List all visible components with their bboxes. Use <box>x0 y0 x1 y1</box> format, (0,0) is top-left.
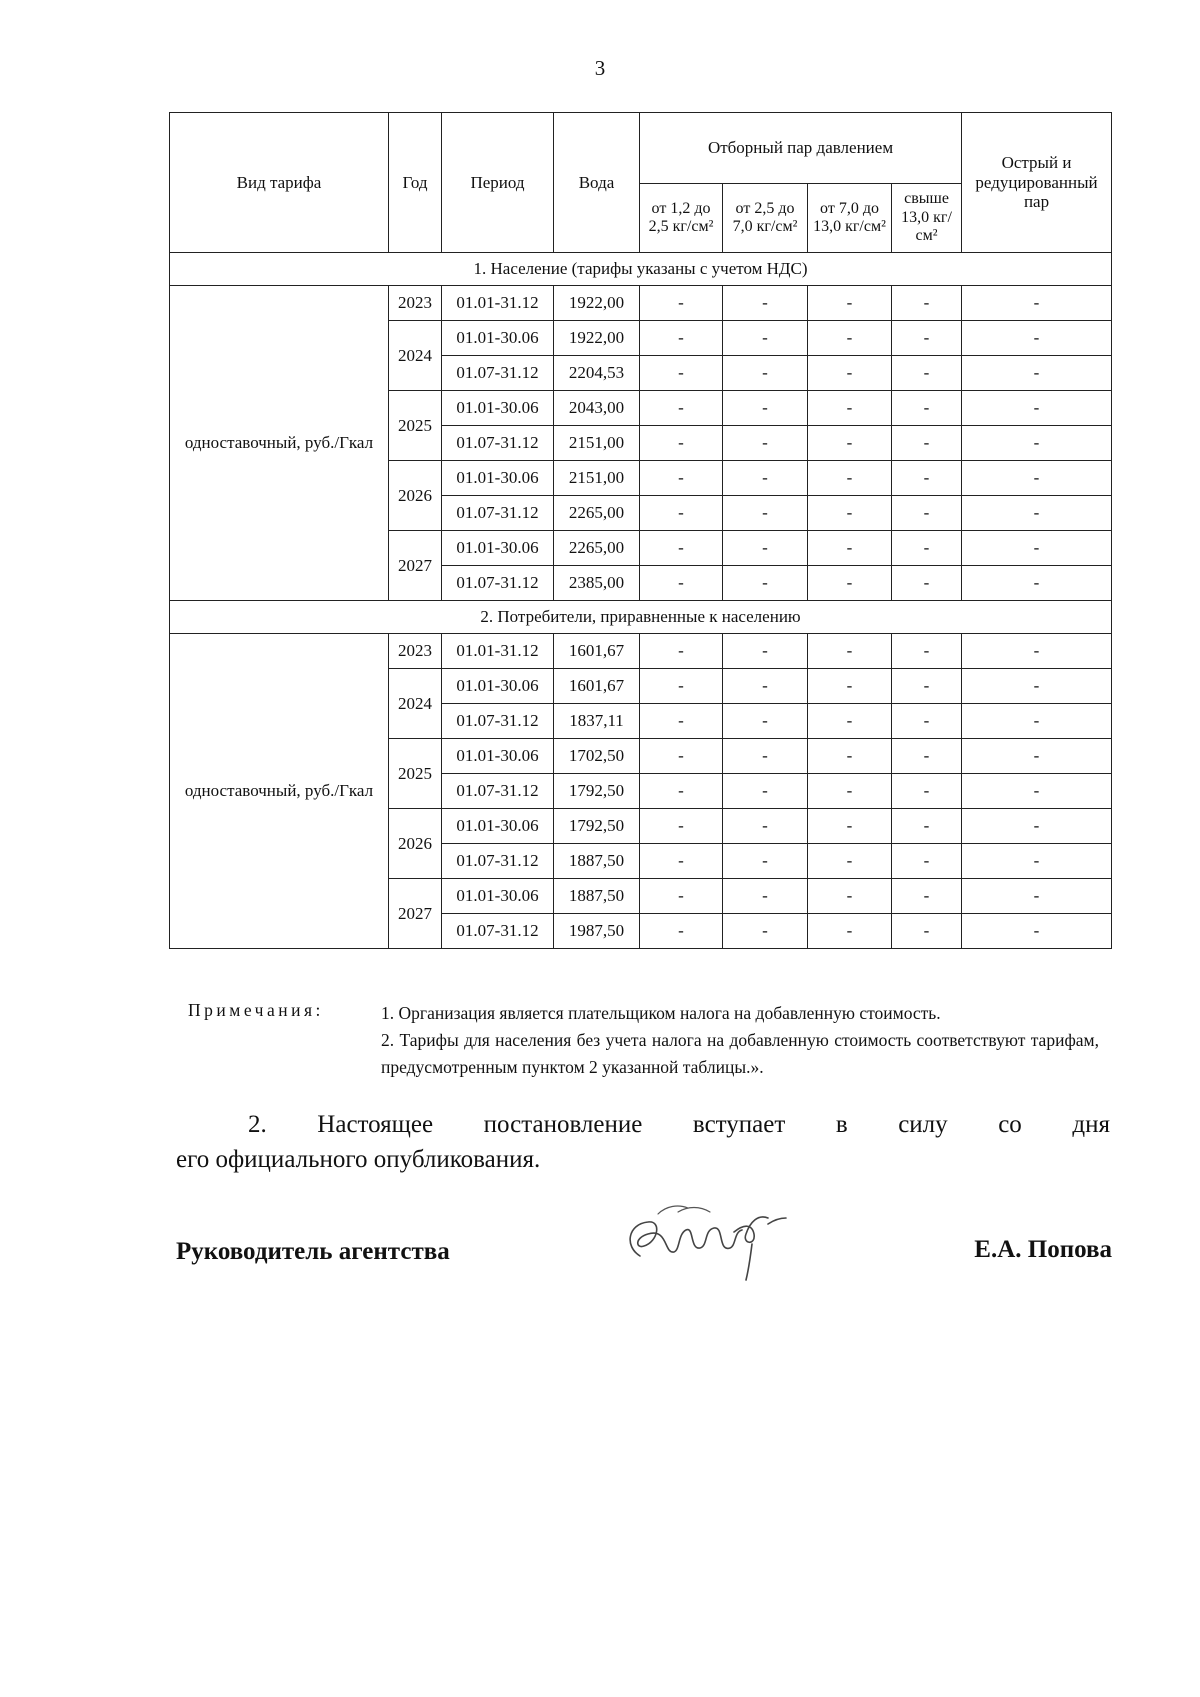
year-cell: 2023 <box>389 286 442 321</box>
steam-cell: - <box>808 879 892 914</box>
year-cell: 2025 <box>389 391 442 461</box>
period-cell: 01.07-31.12 <box>442 844 554 879</box>
table-row <box>170 634 1112 669</box>
sharp-steam-cell: - <box>962 844 1112 879</box>
steam-cell: - <box>640 669 723 704</box>
water-cell: 1601,67 <box>554 669 640 704</box>
sharp-steam-cell: - <box>962 531 1112 566</box>
steam-cell: - <box>640 914 723 949</box>
steam-cell: - <box>808 844 892 879</box>
period-cell: 01.01-31.12 <box>442 286 554 321</box>
sharp-steam-cell: - <box>962 739 1112 774</box>
steam-cell: - <box>892 634 962 669</box>
sharp-steam-cell: - <box>962 634 1112 669</box>
water-cell: 1987,50 <box>554 914 640 949</box>
steam-cell: - <box>640 704 723 739</box>
section-title: 2. Потребители, приравненные к населению <box>170 601 1112 634</box>
steam-cell: - <box>723 739 808 774</box>
water-cell: 1922,00 <box>554 321 640 356</box>
sharp-steam-cell: - <box>962 496 1112 531</box>
steam-cell: - <box>640 879 723 914</box>
steam-cell: - <box>640 809 723 844</box>
clause-word: в <box>835 1111 848 1138</box>
period-cell: 01.07-31.12 <box>442 704 554 739</box>
year-cell: 2025 <box>389 739 442 809</box>
steam-cell: - <box>808 286 892 321</box>
clause-word: 2. <box>248 1111 267 1138</box>
steam-cell: - <box>892 531 962 566</box>
steam-cell: - <box>808 704 892 739</box>
steam-cell: - <box>723 844 808 879</box>
sharp-steam-cell: - <box>962 391 1112 426</box>
steam-cell: - <box>808 426 892 461</box>
note-item: 1. Организация является плательщиком налога на добавленную стоимость. <box>381 1003 941 1023</box>
sharp-steam-cell: - <box>962 704 1112 739</box>
steam-cell: - <box>723 634 808 669</box>
year-cell: 2024 <box>389 321 442 391</box>
water-cell: 2265,00 <box>554 496 640 531</box>
signature <box>618 1194 798 1284</box>
steam-cell: - <box>808 669 892 704</box>
steam-cell: - <box>640 356 723 391</box>
steam-cell: - <box>640 531 723 566</box>
header-steam-col: свыше 13,0 кг/см² <box>892 184 962 253</box>
steam-cell: - <box>892 391 962 426</box>
steam-cell: - <box>723 669 808 704</box>
steam-cell: - <box>723 286 808 321</box>
steam-cell: - <box>723 774 808 809</box>
steam-cell: - <box>640 739 723 774</box>
steam-cell: - <box>640 634 723 669</box>
steam-cell: - <box>892 844 962 879</box>
water-cell: 2265,00 <box>554 531 640 566</box>
steam-cell: - <box>892 809 962 844</box>
page-number: 3 <box>594 56 606 80</box>
steam-cell: - <box>892 496 962 531</box>
steam-cell: - <box>723 914 808 949</box>
sharp-steam-cell: - <box>962 774 1112 809</box>
sharp-steam-cell: - <box>962 809 1112 844</box>
clause-word: дня <box>1072 1111 1110 1138</box>
water-cell: 2204,53 <box>554 356 640 391</box>
header-water: Вода <box>554 113 640 253</box>
steam-cell: - <box>892 566 962 601</box>
sharp-steam-cell: - <box>962 879 1112 914</box>
steam-cell: - <box>808 914 892 949</box>
period-cell: 01.01-30.06 <box>442 809 554 844</box>
steam-cell: - <box>892 704 962 739</box>
steam-cell: - <box>640 391 723 426</box>
clause-word: вступает <box>692 1111 786 1138</box>
steam-cell: - <box>892 426 962 461</box>
steam-cell: - <box>892 321 962 356</box>
sharp-steam-cell: - <box>962 356 1112 391</box>
sharp-steam-cell: - <box>962 426 1112 461</box>
steam-cell: - <box>723 531 808 566</box>
period-cell: 01.07-31.12 <box>442 426 554 461</box>
header-sharp-steam: Острый и редуцированный пар <box>962 113 1112 253</box>
water-cell: 1792,50 <box>554 809 640 844</box>
steam-cell: - <box>723 461 808 496</box>
steam-cell: - <box>640 461 723 496</box>
year-cell: 2023 <box>389 634 442 669</box>
sharp-steam-cell: - <box>962 461 1112 496</box>
steam-cell: - <box>808 321 892 356</box>
steam-cell: - <box>808 531 892 566</box>
steam-cell: - <box>723 704 808 739</box>
water-cell: 1601,67 <box>554 634 640 669</box>
section-title: 1. Население (тарифы указаны с учетом НДС) <box>170 253 1112 286</box>
steam-cell: - <box>892 286 962 321</box>
period-cell: 01.01-30.06 <box>442 391 554 426</box>
header-tariff-type: Вид тарифа <box>170 113 389 253</box>
sharp-steam-cell: - <box>962 566 1112 601</box>
steam-cell: - <box>723 356 808 391</box>
signer-title: Руководитель агентства <box>176 1238 450 1265</box>
sharp-steam-cell: - <box>962 321 1112 356</box>
sharp-steam-cell: - <box>962 914 1112 949</box>
steam-cell: - <box>640 426 723 461</box>
year-cell: 2024 <box>389 669 442 739</box>
period-cell: 01.07-31.12 <box>442 914 554 949</box>
clause-word: силу <box>898 1111 948 1138</box>
steam-cell: - <box>808 634 892 669</box>
steam-cell: - <box>808 461 892 496</box>
water-cell: 2385,00 <box>554 566 640 601</box>
tariff-table <box>169 112 1112 949</box>
period-cell: 01.01-30.06 <box>442 531 554 566</box>
year-cell: 2026 <box>389 461 442 531</box>
clause-line2: его официального опубликования. <box>176 1146 541 1173</box>
steam-cell: - <box>892 774 962 809</box>
period-cell: 01.01-30.06 <box>442 321 554 356</box>
clause-word: Настоящее <box>317 1111 434 1138</box>
steam-cell: - <box>640 321 723 356</box>
steam-cell: - <box>808 391 892 426</box>
sharp-steam-cell: - <box>962 669 1112 704</box>
water-cell: 2043,00 <box>554 391 640 426</box>
steam-cell: - <box>808 739 892 774</box>
water-cell: 1702,50 <box>554 739 640 774</box>
period-cell: 01.07-31.12 <box>442 774 554 809</box>
steam-cell: - <box>892 914 962 949</box>
steam-cell: - <box>640 844 723 879</box>
water-cell: 1792,50 <box>554 774 640 809</box>
tariff-type-cell: одноставочный, руб./Гкал <box>170 286 389 601</box>
period-cell: 01.07-31.12 <box>442 496 554 531</box>
water-cell: 2151,00 <box>554 426 640 461</box>
header-steam-col: от 1,2 до 2,5 кг/см² <box>640 184 723 253</box>
year-cell: 2027 <box>389 879 442 949</box>
year-cell: 2027 <box>389 531 442 601</box>
water-cell: 1922,00 <box>554 286 640 321</box>
year-cell: 2026 <box>389 809 442 879</box>
note-item: 2. Тарифы для населения без учета налога на добавленную стоимость соответствуют тарифам, предусмотренным пунктом 2 указанной таблицы.». <box>381 1030 1099 1077</box>
steam-cell: - <box>808 809 892 844</box>
period-cell: 01.01-31.12 <box>442 634 554 669</box>
steam-cell: - <box>723 566 808 601</box>
header-year: Год <box>389 113 442 253</box>
notes-label: Примечания: <box>188 1000 324 1020</box>
steam-cell: - <box>723 321 808 356</box>
table-row <box>170 286 1112 321</box>
sharp-steam-cell: - <box>962 286 1112 321</box>
steam-cell: - <box>723 809 808 844</box>
water-cell: 1837,11 <box>554 704 640 739</box>
steam-cell: - <box>892 461 962 496</box>
steam-cell: - <box>723 391 808 426</box>
period-cell: 01.01-30.06 <box>442 461 554 496</box>
header-steam-col: от 7,0 до 13,0 кг/см² <box>808 184 892 253</box>
steam-cell: - <box>808 496 892 531</box>
steam-cell: - <box>892 669 962 704</box>
steam-cell: - <box>723 426 808 461</box>
tariff-type-cell: одноставочный, руб./Гкал <box>170 634 389 949</box>
clause-paragraph <box>176 1107 1110 1177</box>
water-cell: 2151,00 <box>554 461 640 496</box>
steam-cell: - <box>723 496 808 531</box>
header-steam-col: от 2,5 до 7,0 кг/см² <box>723 184 808 253</box>
steam-cell: - <box>640 496 723 531</box>
water-cell: 1887,50 <box>554 879 640 914</box>
header-extracted-steam: Отборный пар давлением <box>640 113 962 184</box>
steam-cell: - <box>808 566 892 601</box>
header-period: Период <box>442 113 554 253</box>
period-cell: 01.01-30.06 <box>442 669 554 704</box>
signer-name: Е.А. Попова <box>974 1236 1112 1263</box>
period-cell: 01.07-31.12 <box>442 356 554 391</box>
period-cell: 01.01-30.06 <box>442 879 554 914</box>
steam-cell: - <box>640 286 723 321</box>
clause-word: со <box>998 1111 1022 1138</box>
period-cell: 01.07-31.12 <box>442 566 554 601</box>
steam-cell: - <box>892 879 962 914</box>
steam-cell: - <box>640 774 723 809</box>
steam-cell: - <box>723 879 808 914</box>
steam-cell: - <box>808 356 892 391</box>
steam-cell: - <box>808 774 892 809</box>
water-cell: 1887,50 <box>554 844 640 879</box>
steam-cell: - <box>892 356 962 391</box>
period-cell: 01.01-30.06 <box>442 739 554 774</box>
steam-cell: - <box>892 739 962 774</box>
clause-word: постановление <box>483 1111 643 1138</box>
steam-cell: - <box>640 566 723 601</box>
